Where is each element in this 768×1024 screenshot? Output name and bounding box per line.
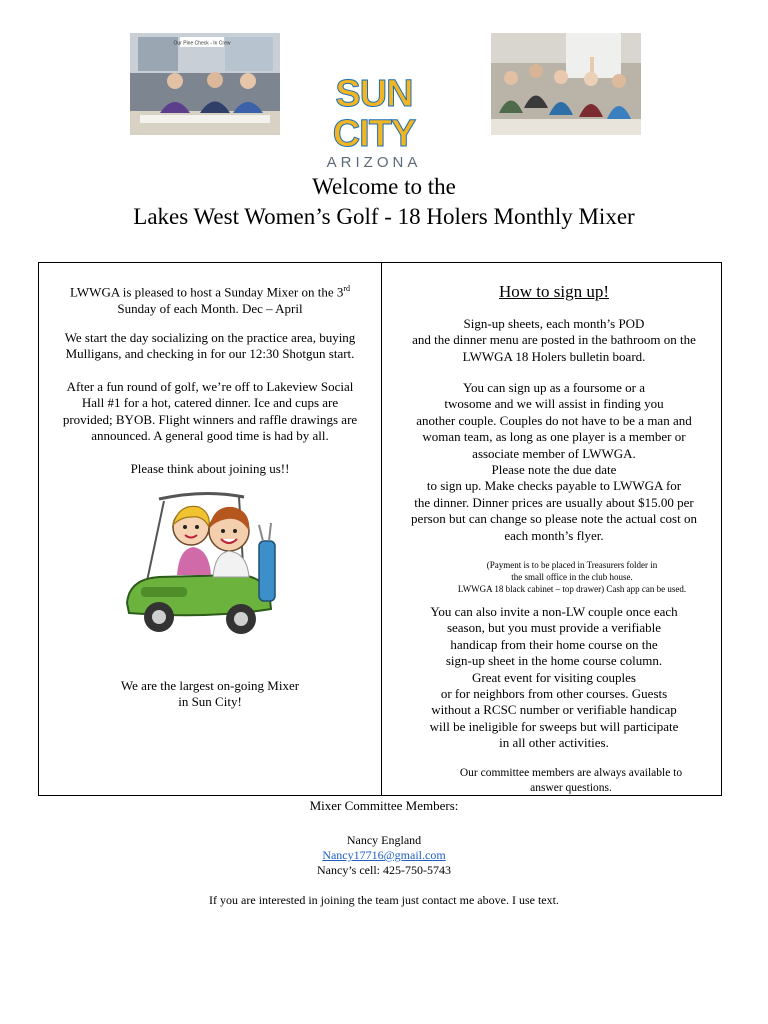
logo-arizona-text: ARIZONA: [326, 154, 422, 171]
signup-sheets-paragraph: Sign-up sheets, each month’s POD and the dinner menu are posted in the bathroom on the LWWGA 18 Holers bulletin board.: [412, 316, 696, 364]
mixer-group-photo: [491, 33, 641, 135]
how-to-sign-up-heading: How to sign up!: [498, 282, 610, 301]
start-paragraph: We start the day socializing on the practice area, buying Mulligans, and checking in for our 12:30 Shotgun start.: [64, 330, 356, 362]
golf-cart-cartoon: [119, 491, 299, 641]
committee-available-paragraph: Our committee members are always available to answer questions.: [459, 767, 683, 794]
check-in-crew-illustration: [130, 33, 280, 135]
check-in-crew-photo: [130, 33, 280, 135]
invite-paragraph: You can also invite a non-LW couple once each season, but you must provide a verifiable handicap from their home course on the sign-up sheet in the home course column. Great event for visiting couples or for neighbors from other courses. Guests without a RCSC number or verifiable handicap will be ineligible for sweeps but will participate in all other activities.: [429, 604, 679, 751]
intro-line-2: Sunday of each Month. Dec – April: [117, 300, 303, 316]
member-email-link[interactable]: Nancy17716@gmail.com: [322, 848, 446, 862]
golf-cart-couple-illustration: [119, 491, 299, 641]
after-paragraph: After a fun round of golf, we’re off to Lakeview Social Hall #1 for a hot, catered dinner. Ice and cups are provided; BYOB. Flight winners and raffle drawings are announced. A general good time is had by all.: [62, 379, 358, 444]
intro-paragraph: [49, 281, 371, 317]
mixer-group-illustration: [491, 33, 641, 135]
payment-note: (Payment is to be placed in Treasurers folder in the small office in the club house. LWWGA 18 black cabinet – top drawer) Cash app can be used.: [457, 560, 687, 594]
think-paragraph: Please think about joining us!!: [130, 461, 290, 476]
committee-members-heading: Mixer Committee Members:: [309, 798, 459, 813]
svg-text:Our Pine Check - In Crew: Our Pine Check - In Crew: [173, 40, 231, 47]
foursome-paragraph: You can sign up as a foursome or a twosome and we will assist in finding you another couple. Couples do not have to be a man and woman team, as long as one player is a member or associate member of LWWGA. Please note the due date to sign up. Make checks payable to LWWGA for the dinner. Dinner prices are usually about $15.00 per person but can change so please note the actual cost on each month’s flyer.: [411, 380, 697, 543]
contact-note: If you are interested in joining the team just contact me above. I use text.: [209, 893, 559, 907]
largest-mixer-paragraph: We are the largest on-going Mixer in Sun City!: [120, 678, 300, 710]
member-name: Nancy England: [346, 833, 422, 847]
page-title-line-2: Lakes West Women’s Golf - 18 Holers Monthly Mixer: [133, 204, 635, 229]
member-cell: Nancy’s cell: 425-750-5743: [317, 863, 451, 877]
sun-city-arizona-logo: [308, 73, 440, 171]
info-box: [38, 262, 722, 796]
page-title-line-1: Welcome to the: [312, 174, 456, 199]
member-email-row: [0, 847, 768, 863]
logo-sun-city-text: SUN CITY: [332, 73, 416, 155]
intro-line-1: LWWGA is pleased to host a Sunday Mixer on the 3rd: [69, 284, 351, 300]
column-divider: [381, 263, 382, 795]
